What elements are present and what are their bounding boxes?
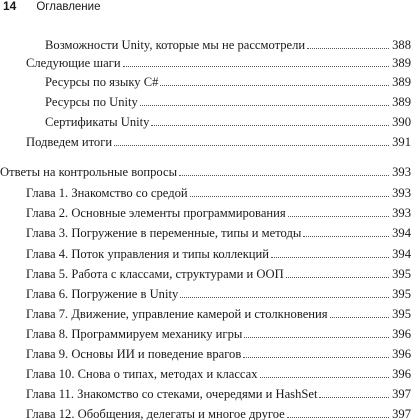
toc-entry [45, 36, 411, 52]
toc-entry-title: Подведем итоги [26, 135, 113, 149]
toc-entry-title: Глава 2. Основные элементы программирования [26, 206, 286, 220]
toc-entry-title: Глава 9. Основы ИИ и поведение врагов [26, 347, 242, 361]
toc-entry-page: 394 [389, 247, 411, 261]
toc-entry-page: 391 [389, 135, 411, 149]
toc-entry [26, 224, 411, 240]
toc-entry-title: Глава 3. Погружение в переменные, типы и методы [26, 226, 302, 240]
dot-leader [190, 196, 389, 197]
dot-leader [114, 145, 389, 146]
dot-leader [287, 417, 389, 418]
dot-leader [140, 105, 389, 106]
toc-entry [26, 204, 411, 220]
toc-entry-page: 389 [389, 95, 411, 109]
toc-entry-page: 393 [389, 165, 411, 179]
toc-entry-page: 389 [389, 56, 411, 70]
toc-entry-title: Ресурсы по Unity [45, 95, 138, 109]
toc-entry [26, 245, 411, 261]
toc-entry [26, 345, 411, 361]
toc-entry [45, 73, 411, 89]
toc-entry [26, 265, 411, 281]
dot-leader [260, 377, 390, 378]
dot-leader [160, 85, 389, 86]
page-number: 14 [3, 0, 17, 13]
toc-entry-page: 390 [389, 115, 411, 129]
toc-entry-title: Сертификаты Unity [45, 115, 150, 129]
toc-entry [26, 133, 411, 149]
running-header [0, 0, 100, 12]
toc-entry-title: Возможности Unity, которые мы не рассмотрели [45, 38, 306, 52]
dot-leader [303, 236, 389, 237]
toc-entry [45, 113, 411, 129]
toc-entry-title: Глава 12. Обобщения, делегаты и многое другое [26, 407, 285, 420]
toc-entry [0, 163, 411, 179]
toc-entry [26, 285, 411, 301]
toc-entry-title: Ответы на контрольные вопросы [0, 165, 178, 179]
toc-entry [26, 184, 411, 200]
toc-entry-page: 396 [389, 327, 411, 341]
toc-entry-page: 393 [389, 186, 411, 200]
toc-entry [26, 365, 411, 381]
header-title: Оглавление [36, 1, 101, 13]
dot-leader [307, 48, 389, 49]
dot-leader [288, 216, 389, 217]
dot-leader [179, 175, 389, 176]
toc-entry-title: Глава 7. Движение, управление камерой и столкновения [26, 307, 328, 321]
toc-entry-title: Глава 5. Работа с классами, структурами и ООП [26, 267, 284, 281]
toc-entry-page: 395 [389, 287, 411, 301]
dot-leader [151, 125, 389, 126]
toc-entry-title: Глава 8. Программируем механику игры [26, 327, 243, 341]
toc-entry-title: Следующие шаги [26, 56, 121, 70]
toc-entry-page: 389 [389, 75, 411, 89]
toc-entry [26, 54, 411, 70]
toc-entry-page: 393 [389, 206, 411, 220]
toc-entry-page: 396 [389, 367, 411, 381]
toc-entry [26, 325, 411, 341]
toc-entry-page: 388 [389, 38, 411, 52]
toc-entry-title: Глава 11. Знакомство со стеками, очередями и HashSet [26, 387, 318, 401]
toc-entry-title: Глава 6. Погружение в Unity [26, 287, 179, 301]
dot-leader [244, 337, 389, 338]
toc-entry-page: 395 [389, 267, 411, 281]
toc-entry-page: 397 [389, 387, 411, 401]
toc-entry [26, 405, 411, 420]
dot-leader [286, 277, 389, 278]
toc-entry-page: 395 [389, 307, 411, 321]
dot-leader [319, 397, 389, 398]
toc-entry-title: Глава 4. Поток управления и типы коллекций [26, 247, 270, 261]
toc-entry-title: Ресурсы по языку C# [45, 75, 159, 89]
toc-entry-title: Глава 1. Знакомство со средой [26, 186, 188, 200]
dot-leader [271, 257, 389, 258]
dot-leader [180, 297, 389, 298]
dot-leader [330, 317, 390, 318]
dot-leader [123, 66, 390, 67]
toc-entry [45, 93, 411, 109]
toc-entry-title: Глава 10. Снова о типах, методах и классах [26, 367, 258, 381]
dot-leader [243, 357, 389, 358]
toc-entry-page: 397 [389, 407, 411, 420]
toc-entry-page: 396 [389, 347, 411, 361]
toc-entry [26, 385, 411, 401]
toc-entry-page: 394 [389, 226, 411, 240]
toc-entry [26, 305, 411, 321]
